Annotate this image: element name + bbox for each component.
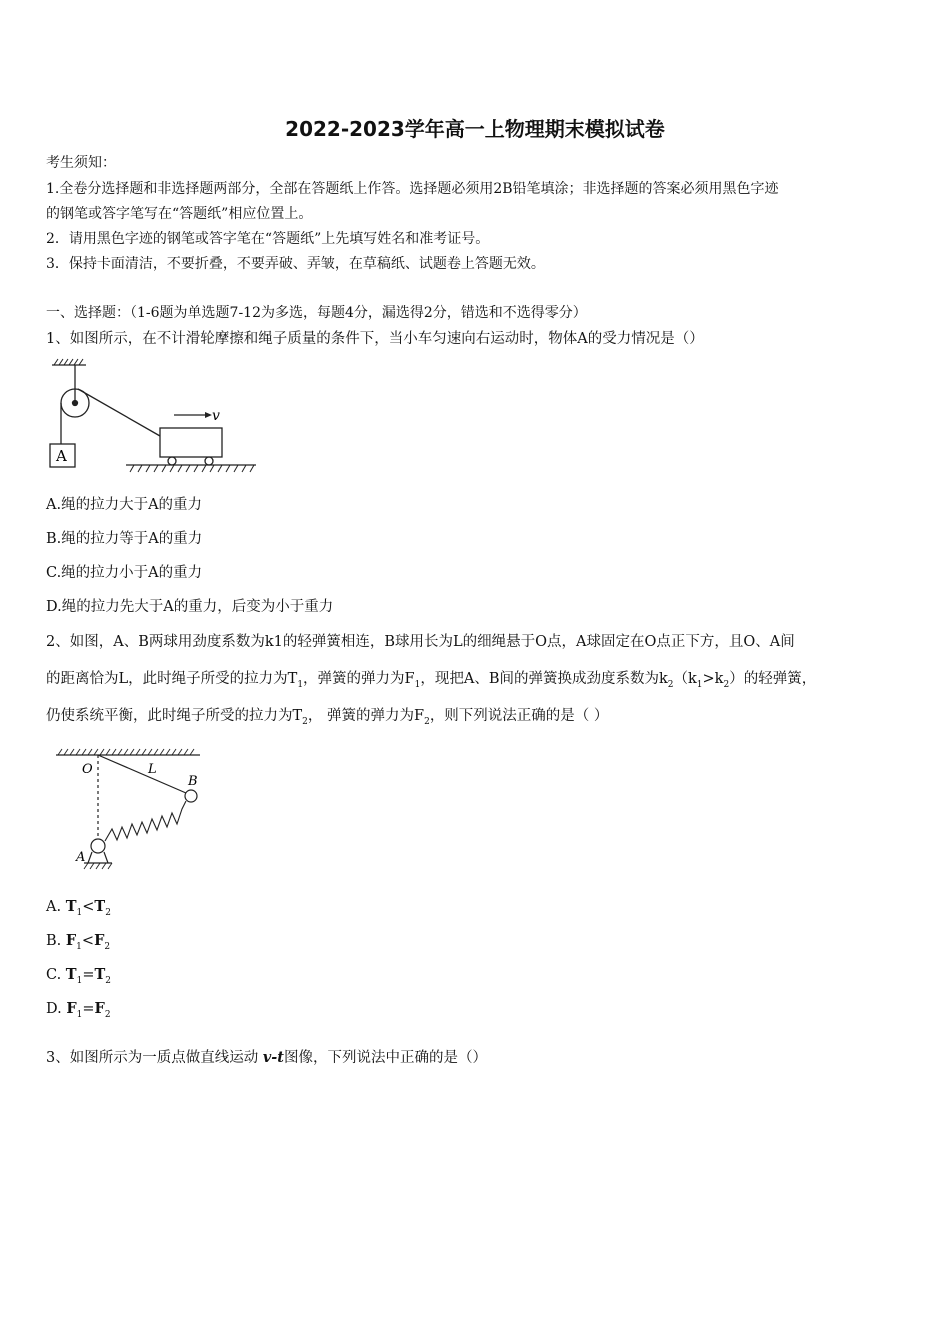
q2-option-c: C. $T_1=T_2$ — [46, 966, 112, 986]
block-a-label: A — [56, 447, 67, 465]
q2-option-d: D. $F_1=F_2$ — [46, 1000, 111, 1020]
section-heading: 一、选择题：（1-6题为单选题7-12为多选，每题4分，漏选得2分，错选和不选得零分） — [46, 305, 587, 321]
q1-option-d: D.绳的拉力先大于A的重力，后变为小于重力 — [46, 599, 334, 615]
notice-item-3: 3．保持卡面清洁，不要折叠，不要弄破、弄皱，在草稿纸、试题卷上答题无效。 — [46, 256, 545, 272]
q2-option-b: B. $F_1<F_2$ — [46, 932, 111, 952]
question-1-stem: 1、如图所示，在不计滑轮摩擦和绳子质量的条件下，当小车匀速向右运动时，物体A的受力情况是（） — [46, 331, 704, 347]
point-o-label: O — [82, 762, 93, 777]
ball-a-label: A — [76, 850, 86, 865]
page-title: 2022-2023学年高一上物理期末模拟试卷 — [285, 117, 665, 141]
q2-option-a: A. $T_1<T_2$ — [46, 898, 111, 918]
length-l-label: L — [148, 762, 157, 777]
q1-option-b: B.绳的拉力等于A的重力 — [46, 531, 203, 547]
q1-option-a: A.绳的拉力大于A的重力 — [46, 497, 203, 513]
notice-item-2: 2．请用黑色字迹的钢笔或答字笔在“答题纸”上先填写姓名和准考证号。 — [46, 231, 490, 247]
question-1-figure — [46, 358, 261, 478]
question-2-line-1: 2、如图，A、B两球用劲度系数为k1的轻弹簧相连，B球用长为L的细绳悬于O点，A球固定在O点正下方，且O、A间 — [46, 634, 795, 650]
notice-heading: 考生须知： — [46, 155, 116, 171]
question-2-line-3: 仍使系统平衡，此时绳子所受的拉力为$T_2$， 弹簧的弹力为$F_2$，则下列说法正确的是（ ） — [46, 708, 609, 727]
q1-option-c: C.绳的拉力小于A的重力 — [46, 565, 203, 581]
velocity-label: v — [212, 408, 220, 424]
notice-item-1: 1.全卷分选择题和非选择题两部分，全部在答题纸上作答。选择题必须用2B铅笔填涂；非选择题的答案必须用黑色字迹 — [46, 181, 779, 197]
question-3-stem: 3、如图所示为一质点做直线运动 v-t图像，下列说法中正确的是（） — [46, 1049, 487, 1066]
ball-b-label: B — [188, 774, 198, 789]
question-2-figure — [50, 745, 210, 873]
question-2-line-2: 的距离恰为L，此时绳子所受的拉力为$T_1$，弹簧的弹力为$F_1$，现把A、B间的弹簧换成劲度系数为$k_2(k_1>k_2)$的轻弹簧， — [46, 671, 817, 690]
notice-item-1-cont: 的钢笔或答字笔写在“答题纸”相应位置上。 — [46, 206, 313, 222]
